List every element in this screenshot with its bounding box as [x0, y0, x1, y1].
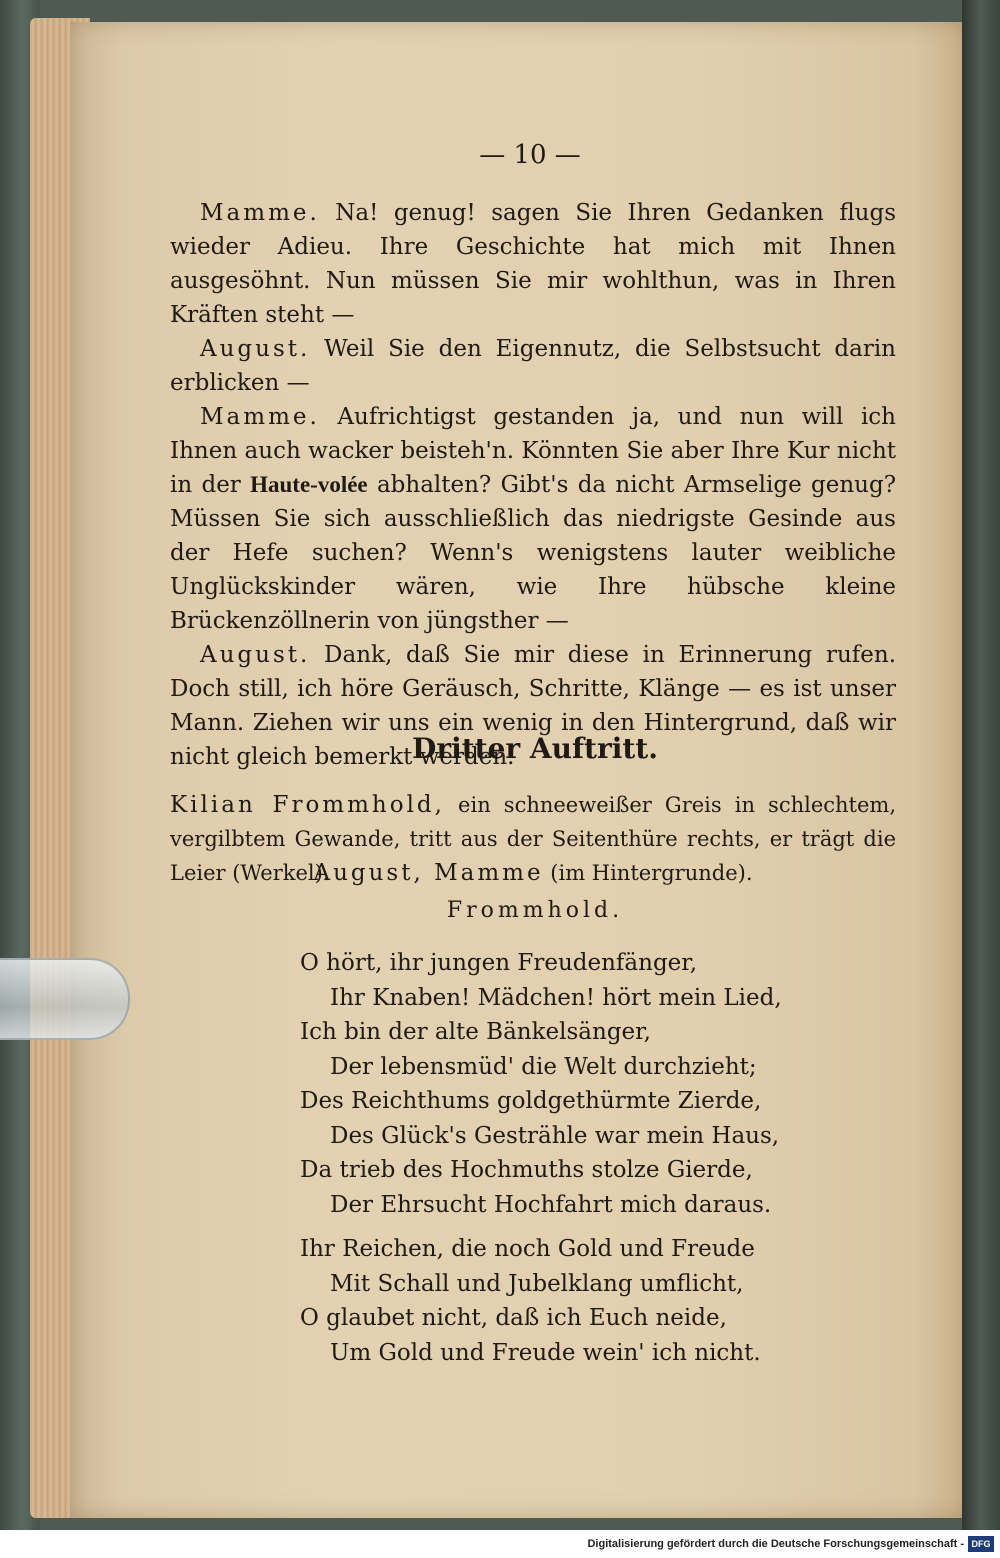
latin-term: Haute-volée	[250, 472, 368, 497]
poem-line: Mit Schall und Jubelklang umflicht,	[330, 1270, 744, 1297]
poem-line: Ihr Reichen, die noch Gold und Freude	[300, 1236, 755, 1262]
poem-line: Des Reichthums goldgethürmte Zierde,	[300, 1088, 762, 1114]
speaker-label: August.	[200, 642, 311, 668]
poem-stanza-2	[300, 1232, 761, 1370]
footer-credit: Digitalisierung gefördert durch die Deutsche Forschungsgemeinschaft -	[587, 1538, 964, 1550]
speaker-frommhold: Frommhold.	[446, 898, 624, 923]
poem-line: Der Ehrsucht Hochfahrt mich daraus.	[330, 1191, 772, 1218]
speaker-label: Mamme.	[200, 404, 320, 430]
stage-direction-text: ein schneeweißer Greis in schlechtem, vergilbtem Gewande, tritt aus der Seitenthüre rechts, er trägt die Leier (Werkel).	[170, 793, 896, 885]
poem-line: O glaubet nicht, daß ich Euch neide,	[300, 1305, 727, 1331]
book-spine	[962, 0, 1000, 1530]
paragraph-mamme-2	[170, 400, 896, 638]
dialogue-block	[170, 196, 896, 774]
paragraph-text: Dank, daß Sie mir diese in Erinnerung rufen. Doch still, ich höre Geräusch, Schritte, Klänge — es ist unser Mann. Ziehen wir uns ein wenig in den Hintergrund, daß wir nicht gleich bemerkt werden.	[170, 642, 897, 770]
paragraph-text: Na! genug! sagen Sie Ihren Gedanken flugs wieder Adieu. Ihre Geschichte hat mich mit Ihnen ausgesöhnt. Nun müssen Sie mir wohlthun, was in Ihren Kräften steht —	[170, 200, 897, 328]
poem-line: O hört, ihr jungen Freudenfänger,	[300, 950, 698, 976]
stage-direction-line2	[170, 856, 896, 890]
paragraph-text: Weil Sie den Eigennutz, die Selbstsucht darin erblicken —	[170, 336, 896, 396]
character-names: August, Mamme	[313, 860, 544, 886]
paragraph-mamme-1	[170, 196, 896, 332]
poem-line: Um Gold und Freude wein' ich nicht.	[330, 1339, 761, 1366]
paragraph-text: Aufrichtigst gestanden ja, und nun will ich Ihnen auch wacker beisteh'n. Könnten Sie aber Ihre Kur nicht in der	[170, 404, 896, 498]
poem-line: Ich bin der alte Bänkelsänger,	[300, 1019, 651, 1045]
poem-line: Ihr Knaben! Mädchen! hört mein Lied,	[330, 984, 782, 1011]
paragraph-august-1	[170, 332, 896, 400]
page-clip	[0, 958, 130, 1040]
poem-line: Der lebensmüd' die Welt durchzieht;	[330, 1053, 757, 1080]
character-name: Kilian Frommhold,	[170, 792, 445, 818]
paragraph-text: abhalten? Gibt's da nicht Armselige genug? Müssen Sie sich ausschließlich das niedrigste Gesinde aus der Hefe suchen? Wenn's wenigstens lauter weibliche Unglückskinder wären, wie Ihre hübsche kleine Brückenzöllnerin von jüngsther —	[170, 472, 897, 634]
speaker-label: August.	[200, 336, 311, 362]
page-number: — 10 —	[479, 140, 581, 170]
footer-bar	[0, 1530, 1000, 1558]
poem-line: Des Glück's Gesträhle war mein Haus,	[330, 1122, 780, 1149]
poem-stanza-1	[300, 946, 782, 1222]
poem-line: Da trieb des Hochmuths stolze Gierde,	[300, 1157, 753, 1183]
scene-heading: Dritter Auftritt.	[412, 732, 658, 765]
speaker-label: Mamme.	[200, 200, 320, 226]
stage-note: (im Hintergrunde).	[550, 861, 753, 885]
dfg-logo: DFG	[968, 1536, 994, 1552]
